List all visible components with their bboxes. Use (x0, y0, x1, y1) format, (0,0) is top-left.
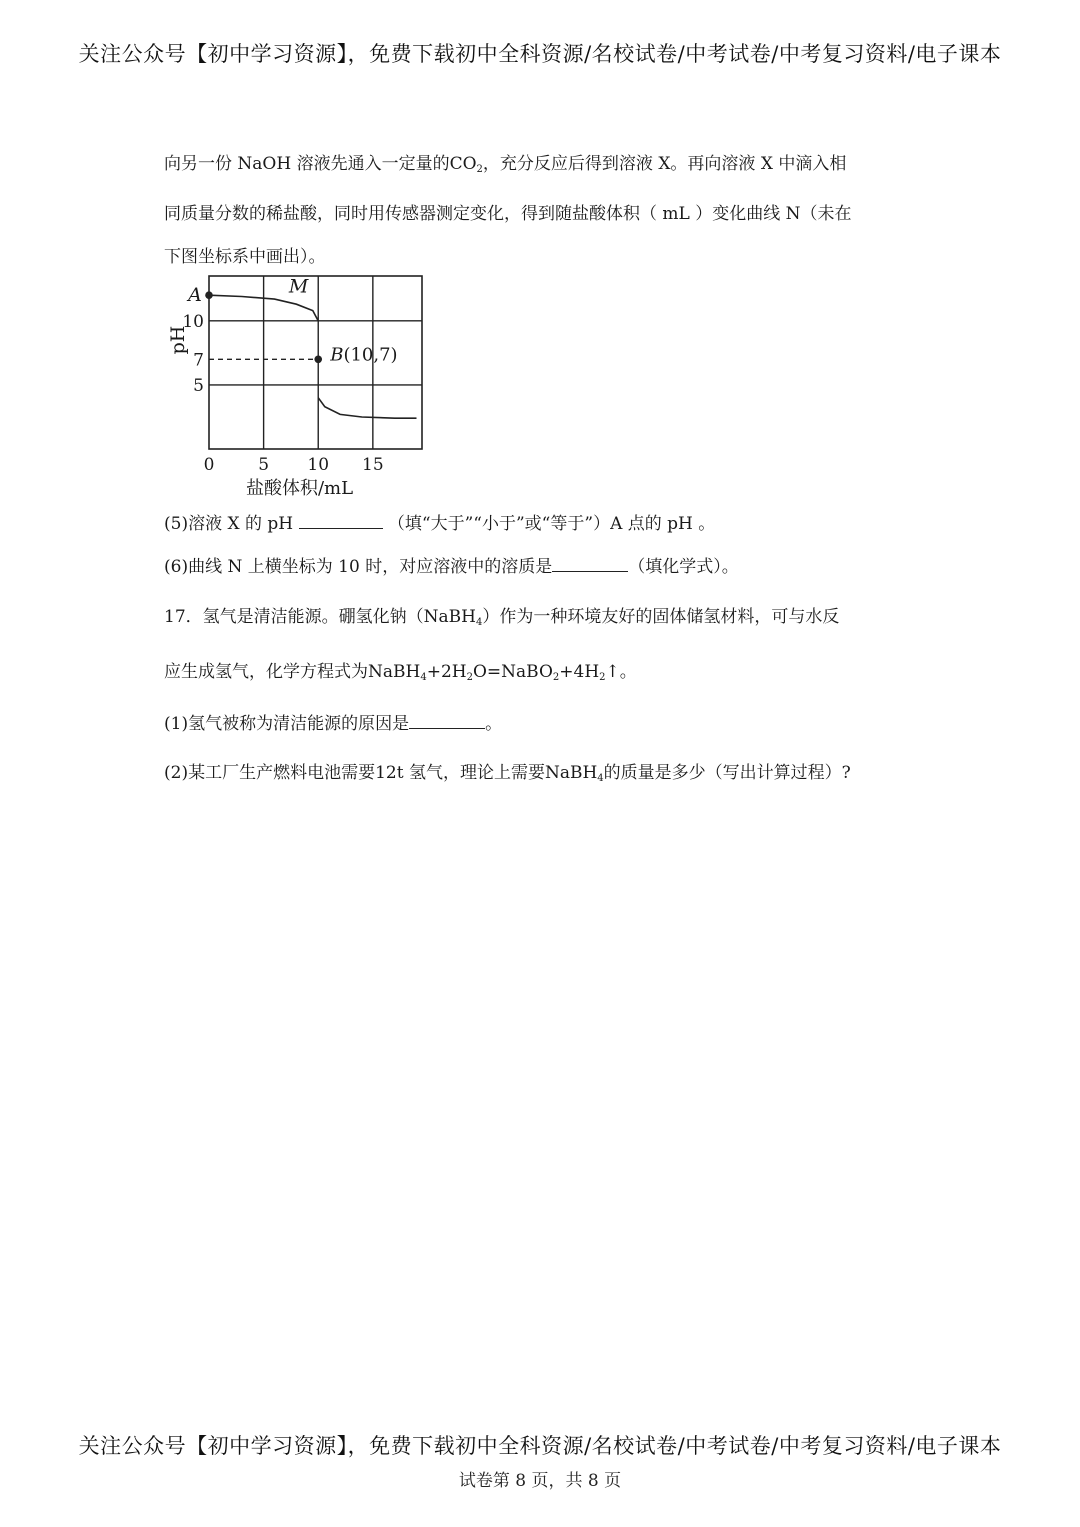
intro-line-3: 下图坐标系中画出）。 (164, 247, 326, 267)
point-a (205, 291, 213, 299)
q5-prompt: (5)溶液 X 的 pH (164, 514, 294, 534)
q17-p1-end: 。 (485, 714, 503, 734)
label-a: A (188, 284, 202, 307)
y-axis-title: pH (167, 325, 189, 355)
equation-part: +4H (559, 662, 600, 682)
bottom-promo-banner: 关注公众号【初中学习资源】，免费下载初中全科资源/名校试卷/中考试卷/中考复习资料/电子课本 (78, 1434, 1002, 1458)
q17-text: 17．氢气是清洁能源。硼氢化钠（ (164, 607, 424, 627)
equation-part: NaBH (368, 662, 421, 682)
formula-nabh4: NaBH (544, 763, 598, 783)
equation-part: +2H (426, 662, 467, 682)
question-17-line-2 (164, 657, 637, 683)
curve-m-segment-2 (318, 398, 416, 419)
x-tick-label: 5 (258, 455, 270, 475)
answer-blank-q6[interactable] (552, 555, 628, 572)
y-tick-label: 7 (193, 350, 204, 371)
label-m: M (288, 275, 309, 298)
subscript: 4 (475, 617, 483, 628)
x-tick-label: 0 (203, 455, 215, 475)
y-tick-label: 10 (182, 311, 204, 332)
q6-prompt: (6)曲线 N 上横坐标为 10 时，对应溶液中的溶质是 (164, 557, 553, 577)
subscript: 2 (552, 672, 560, 683)
label-b-letter: B (330, 344, 344, 366)
formula-co2: CO (449, 154, 477, 174)
question-5 (164, 509, 715, 534)
q17-text: ）作为一种环境友好的固体储氢材料，可与水反 (482, 607, 840, 627)
q17-p2-end: 的质量是多少（写出计算过程）? (603, 763, 851, 783)
intro-line-1 (164, 149, 846, 175)
ph-chart (160, 262, 440, 502)
x-tick-label: 10 (307, 455, 330, 475)
y-tick-label: 5 (193, 375, 204, 396)
label-b (329, 344, 397, 365)
subscript: 2 (476, 164, 483, 175)
x-tick-label: 15 (362, 455, 384, 475)
answer-blank-q17-1[interactable] (409, 712, 485, 729)
intro-line-2: 同质量分数的稀盐酸，同时用传感器测定变化，得到随盐酸体积（ mL ）变化曲线 N（未在 (164, 204, 852, 224)
subscript: 2 (466, 672, 473, 683)
subscript: 2 (599, 672, 606, 683)
subscript: 4 (420, 672, 427, 683)
intro-text: 向另一份 NaOH 溶液先通入一定量的 (164, 154, 450, 174)
label-b-coords: (10,7) (343, 344, 398, 366)
intro-text: ，充分反应后得到溶液 X。再向溶液 X 中滴入相 (482, 154, 847, 174)
q17-p1-prompt: (1)氢气被称为清洁能源的原因是 (164, 714, 410, 734)
subscript: 4 (597, 773, 604, 784)
page-number: 试卷第 8 页，共 8 页 (458, 1471, 622, 1491)
q17-text: 应生成氢气，化学方程式为 (164, 662, 368, 682)
question-17-part-2 (164, 758, 851, 784)
q17-p2-prompt: (2)某工厂生产燃料电池需要12t 氢气，理论上需要 (164, 763, 545, 783)
question-6 (164, 552, 739, 577)
q17-text: 。 (619, 662, 637, 682)
formula-nabh4: NaBH (423, 607, 476, 627)
question-17-part-1 (164, 709, 502, 734)
point-b (314, 355, 322, 363)
x-axis-title: 盐酸体积/mL (245, 478, 354, 499)
equation-part: O=NaBO (472, 662, 553, 682)
q6-instruction: （填化学式）。 (628, 557, 739, 577)
question-17-line-1 (164, 602, 839, 628)
q5-instruction: （填“大于”“小于”或“等于”）A 点的 pH 。 (387, 514, 716, 534)
up-arrow-symbol: ↑ (605, 662, 620, 682)
answer-blank-q5[interactable] (299, 512, 383, 529)
top-promo-banner: 关注公众号【初中学习资源】，免费下载初中全科资源/名校试卷/中考试卷/中考复习资料/电子课本 (78, 42, 1002, 66)
